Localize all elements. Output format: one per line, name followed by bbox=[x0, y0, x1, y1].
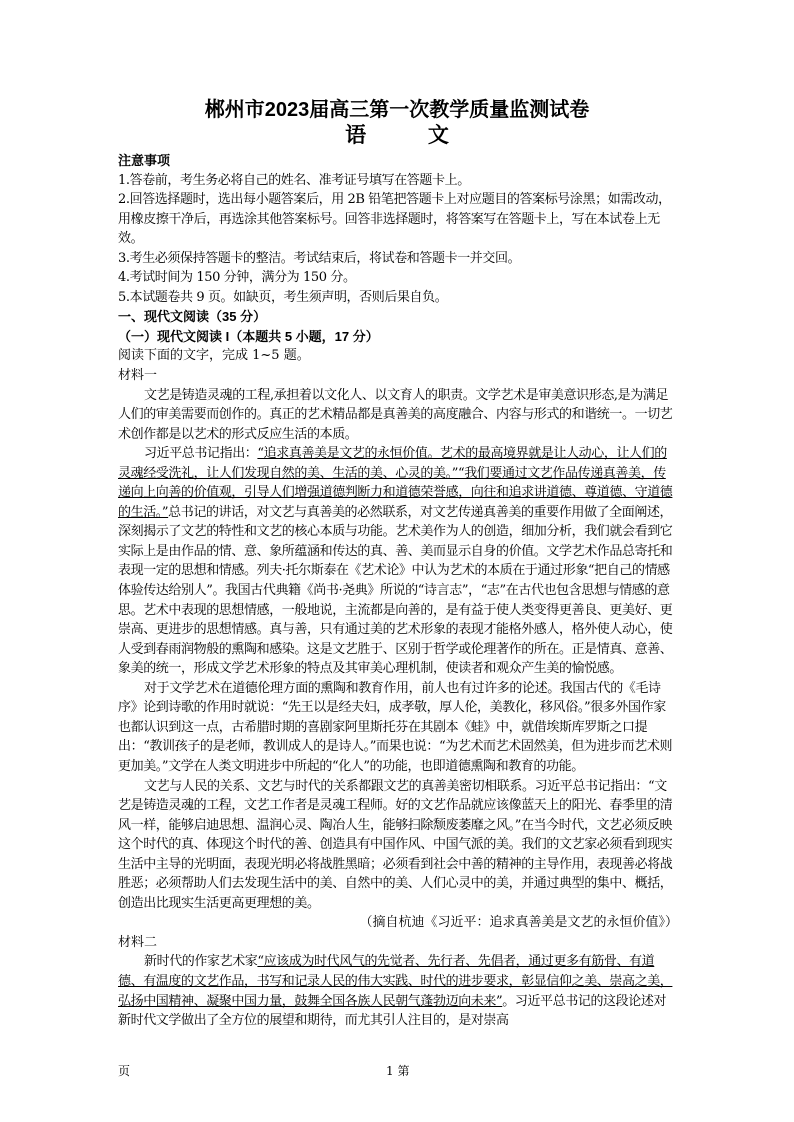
m1-p2-lead: 习近平总书记指出： bbox=[144, 446, 258, 462]
footer-page-number: 1 第 bbox=[386, 1064, 410, 1078]
material1-paragraph-3: 对于文学艺术在道德伦理方面的熏陶和教育作用，前人也有过许多的论述。我国古代的《毛诗序》论到诗歌的作用时就说：“先王以是经夫妇，成孝敬，厚人伦，美教化，移风俗。”很多外国作家也都认识到这一点，古希腊时期的喜剧家阿里斯托芬在其剧本《蛙》中，就借埃斯库罗斯之口提出：“教训孩子的是老师，教训成人的是诗人。”而果也说：“为艺术而艺术固然美，但为进步而艺术则更加美。”文学在人类文明进步中所起的“化人”的功能，也即道德熏陶和教育的功能。 bbox=[118, 680, 673, 774]
m2-p1-lead: 新时代的作家艺术家 bbox=[144, 954, 258, 970]
subsection-heading: （一）现代文阅读 I（本题共 5 小题，17 分） bbox=[118, 328, 379, 344]
exam-title: 郴州市2023届高三第一次教学质量监测试卷 bbox=[204, 99, 590, 121]
notice-item-5: 5.本试题卷共 9 页。如缺页，考生须声明，否则后果自负。 bbox=[118, 289, 448, 305]
material1-paragraph-1: 文艺是铸造灵魂的工程,承担着以文化人、以文育人的职责。文学艺术是审美意识形态,是为满足人们的审美需要而创作的。真正的艺术精品都是真善美的高度融合、内容与形式的和谐统一。一切艺术创作都是以艺术的形式反应生活的本质。 bbox=[118, 387, 673, 442]
notice-item-2: 2.回答选择题时，选出每小题答案后，用 2B 铅笔把答题卡上对应题目的答案标号涂黑；如需改动，用橡皮擦干净后，再选涂其他答案标号。回答非选择题时，将答案写在答题卡上，写在本试卷上无效。 bbox=[118, 192, 671, 247]
material1-paragraph-4: 文艺与人民的关系、文艺与时代的关系都跟文艺的真善美密切相联系。习近平总书记指出：“文艺是铸造灵魂的工程，文艺工作者是灵魂工程师。好的文艺作品就应该像蓝天上的阳光、春季里的清风一样，能够启迪思想、温润心灵、陶冶人生，能够扫除颓废萎靡之风。”在当今时代，文艺必须反映这个时代的真、体现这个时代的善、创造具有中国作风、中国气派的美。我们的文艺家必须看到现实生活中主导的光明面，表现光明必将战胜黑暗；必须看到社会中善的精神的主导作用，表现善必将战胜恶；必须帮助人们去发现生活中的美、自然中的美、人们心灵中的美，并通过典型的集中、概括，创造出比现实生活更高更理想的美。 bbox=[118, 778, 673, 911]
m1-p2-body: 总书记的讲话，对文艺与真善美的必然联系，对文艺传递真善美的重要作用做了全面阐述，深刻揭示了文艺的特性和文艺的核心本质与功能。艺术美作为人的创造，细加分析，我们就会看到它实际上是由作品的情、意、象所蕴涵和传达的真、善、美而显示自身的价值。文学艺术作品总寄托和表现一定的思想和情感。列夫·托尔斯泰在《艺术论》中认为艺术的本质在于通过形象“把自己的情感体验传达给别人”。我国古代典籍《尚书·尧典》所说的“诗言志”，“志”在古代也包含思想与情感的意思。艺术中表现的思想情感，一般地说，主流都是向善的，是有益于使人类变得更善良、更美好、更崇高、更进步的思想情感。真与善，只有通过美的艺术形象的表现才能格外感人，格外使人动心，使人受到春雨润物般的熏陶和感染。这是文艺胜于、区别于哲学或伦理著作的所在。正是情真、意善、象美的统一，形成文学艺术形象的特点及其审美心理机制，使读者和观众产生美的愉悦感。 bbox=[118, 504, 673, 677]
notice-item-1: 1.答卷前，考生务必将自己的姓名、准考证号填写在答题卡上。 bbox=[118, 172, 470, 188]
material1-paragraph-2 bbox=[118, 444, 678, 679]
section-heading: 一、现代文阅读（35 分） bbox=[118, 309, 267, 325]
material1-label: 材料一 bbox=[118, 368, 158, 384]
m1-p2-underlined-quote: “追求真善美是文艺的永恒价值。艺术的最高境界就是让人动心，让人们的灵魂经受洗礼，让人们发现自然的美、生活的美、心灵的美。”“我们要通过文艺作品传递真善美，传递向上向善的价值观，引导人们增强道德判断力和道德荣誉感，向往和追求讲道德、尊道德、守道德的生活。” bbox=[118, 446, 673, 520]
m2-p1-underlined-quote: “应该成为时代风气的先觉者、先行者、先倡者，通过更多有筋骨、有道德、有温度的文艺作品，书写和记录人民的伟大实践、时代的进步要求，彰显信仰之美、崇高之美，弘扬中国精神、凝聚中国力量，鼓舞全国各族人民朝气蓬勃迈向未来” bbox=[118, 954, 673, 1009]
material2-paragraph-1 bbox=[118, 952, 678, 1030]
page-content bbox=[118, 151, 678, 1031]
reading-instruction: 阅读下面的文字，完成 1~5 题。 bbox=[118, 348, 310, 364]
notice-heading: 注意事项 bbox=[118, 153, 171, 168]
m2-p1-body: 。习近平总书记的这段论述对新时代文学做出了全方位的展望和期待，而尤其引人注目的，是对崇高 bbox=[118, 993, 667, 1029]
notice-item-4: 4.考试时间为 150 分钟，满分为 150 分。 bbox=[118, 270, 356, 286]
subject-title: 语 文 bbox=[345, 124, 477, 147]
footer-page-label: 页 bbox=[118, 1064, 131, 1078]
notice-item-3: 3.考生必须保持答题卡的整洁。考试结束后，将试卷和答题卡一并交回。 bbox=[118, 250, 521, 266]
material2-label: 材料二 bbox=[118, 934, 158, 950]
material1-source: （摘自杭迪《习近平：追求真善美是文艺的永恒价值》） bbox=[359, 915, 678, 931]
